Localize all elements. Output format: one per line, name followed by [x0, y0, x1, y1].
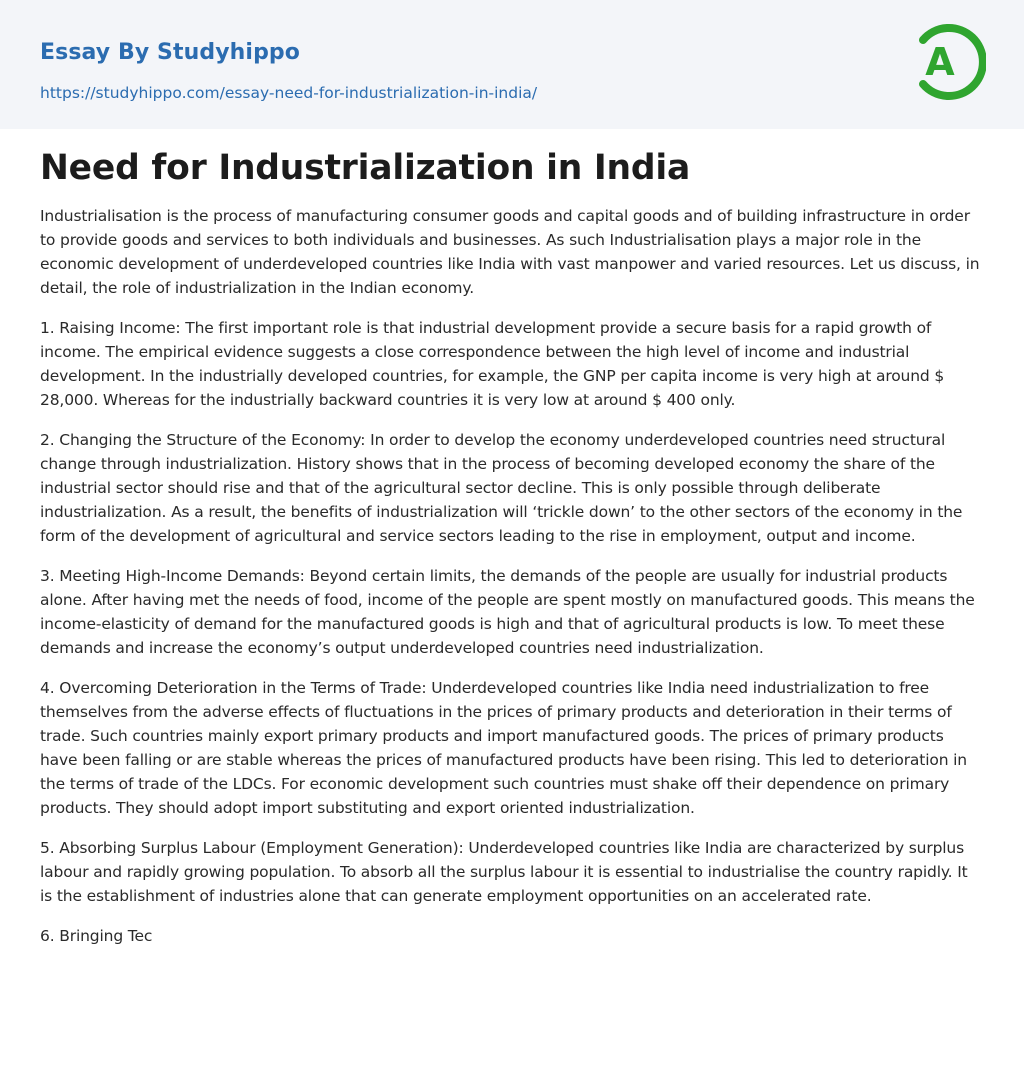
paragraph-high-income-demands: 3. Meeting High-Income Demands: Beyond certain limits, the demands of the people are usually for industrial products alone. After having met the needs of food, income of the people are spent mostly on manufactured goods. This means the income-elasticity of demand for the manufactured goods is high and that of agricultural products is low. To meet these demands and increase the economy’s output underdeveloped countries need industrialization.	[40, 567, 975, 657]
paragraph-surplus-labour: 5. Absorbing Surplus Labour (Employment Generation): Underdeveloped countries like India are characterized by surplus labour and rapidly growing population. To absorb all the surplus labour it is essential to industrialise the country rapidly. It is the establishment of industries alone that can generate employment opportunities on an accelerated rate.	[40, 839, 968, 905]
article	[0, 129, 1024, 948]
brand-title[interactable]: Essay By Studyhippo	[40, 40, 300, 65]
studyhippo-logo-icon	[910, 18, 986, 106]
paragraph-raising-income: 1. Raising Income: The first important role is that industrial development provide a secure basis for a rapid growth of income. The empirical evidence suggests a close correspondence between the high level of income and industrial development. In the industrially developed countries, for example, the GNP per capita income is very high at around $ 28,000. Whereas for the industrially backward countries it is very low at around $ 400 only.	[40, 319, 945, 409]
intro-paragraph: Industrialisation is the process of manufacturing consumer goods and capital goods and of building infrastructure in order to provide goods and services to both individuals and businesses. As such Industrialisation plays a major role in the economic development of underdeveloped countries like India with vast manpower and varied resources. Let us discuss, in detail, the role of industrialization in the Indian economy.	[40, 207, 980, 297]
logo-letter: A	[925, 40, 955, 84]
site-header	[0, 0, 1024, 129]
page-title: Need for Industrialization in India	[40, 148, 691, 188]
paragraph-terms-of-trade: 4. Overcoming Deterioration in the Terms of Trade: Underdeveloped countries like India need industrialization to free themselves from the adverse effects of fluctuations in the prices of primary products and deterioration in their terms of trade. Such countries mainly export primary products and import manufactured goods. The prices of primary products have been falling or are stable whereas the prices of manufactured products have been rising. This led to deterioration in the terms of trade of the LDCs. For economic development such countries must shake off their dependence on primary products. They should adopt import substituting and export oriented industrialization.	[40, 679, 967, 817]
paragraph-bringing-tec: 6. Bringing Tec	[40, 927, 153, 945]
essay-url-link[interactable]: https://studyhippo.com/essay-need-for-industrialization-in-india/	[40, 84, 538, 102]
paragraph-changing-structure: 2. Changing the Structure of the Economy: In order to develop the economy underdeveloped countries need structural change through industrialization. History shows that in the process of becoming developed economy the share of the industrial sector should rise and that of the agricultural sector decline. This is only possible through deliberate industrialization. As a result, the benefits of industrialization will ‘trickle down’ to the other sectors of the economy in the form of the development of agricultural and service sectors leading to the rise in employment, output and income.	[40, 431, 963, 545]
